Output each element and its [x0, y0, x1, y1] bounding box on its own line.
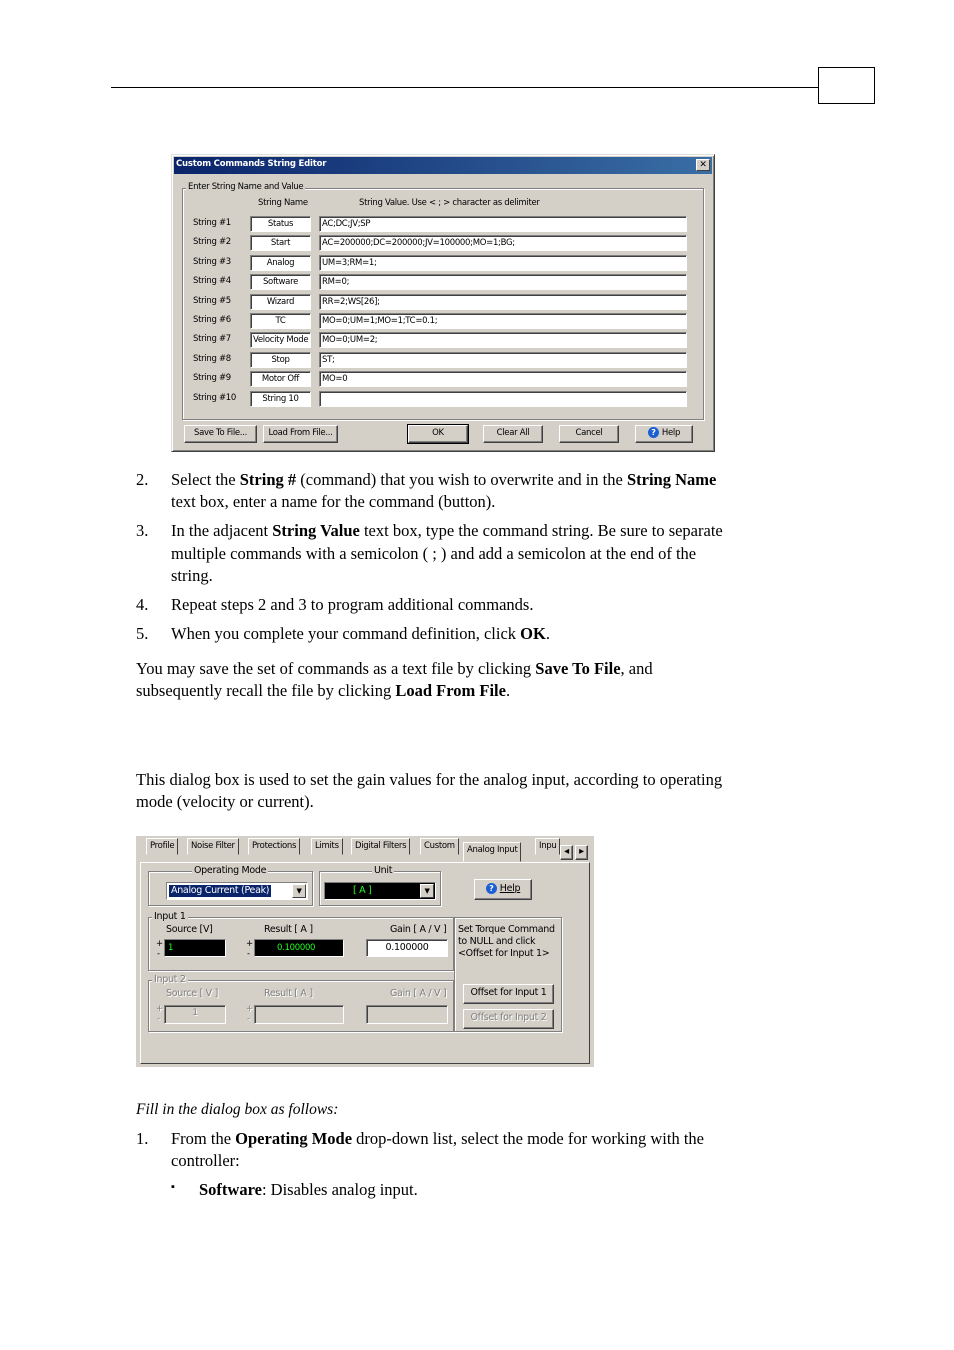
help-button[interactable]: [635, 425, 693, 443]
step-number: 3.: [136, 521, 149, 540]
load-from-file-button[interactable]: Load From File...: [263, 425, 338, 443]
operating-mode-label: Operating Mode: [194, 865, 267, 876]
custom-commands-dialog: [171, 154, 715, 452]
result-1-label: Result [ A ]: [264, 924, 313, 935]
help-icon: ?: [486, 883, 497, 894]
string-row-label: String #7: [193, 334, 231, 344]
close-icon[interactable]: ✕: [696, 159, 710, 171]
analog-input-dialog: [136, 836, 594, 1067]
ok-button[interactable]: OK: [408, 425, 468, 443]
tab-limits[interactable]: Limits: [311, 838, 343, 855]
minus-sign: -: [157, 949, 160, 959]
string-row-label: String #8: [193, 354, 231, 364]
unit-value: [ A ]: [353, 885, 372, 896]
help-label: Help: [499, 883, 521, 894]
column-header-name: String Name: [258, 198, 308, 208]
chevron-down-icon[interactable]: ▼: [420, 884, 434, 898]
tab-analog-input[interactable]: Analog Input: [463, 842, 521, 862]
help-icon: ?: [648, 427, 659, 438]
string-name-input[interactable]: Start: [250, 235, 311, 251]
unit-select[interactable]: [324, 882, 436, 900]
save-to-file-button[interactable]: Save To File...: [184, 425, 257, 443]
string-row-label: String #9: [193, 373, 231, 383]
help-button[interactable]: [474, 879, 532, 900]
step-3-line-2: multiple commands with a semicolon ( ; ) and add a semicolon at the end of the: [171, 544, 697, 563]
string-value-input[interactable]: MO=0: [319, 371, 687, 387]
source-2-field: 1: [164, 1005, 226, 1024]
string-row-label: String #3: [193, 257, 231, 267]
step-number: 1.: [136, 1129, 149, 1148]
plus-sign: +: [156, 1004, 163, 1014]
unit-label: Unit: [374, 865, 393, 876]
step-2-line-2: text box, enter a name for the command (button).: [171, 492, 496, 511]
string-value-input[interactable]: MO=0;UM=1;MO=1;TC=0.1;: [319, 313, 687, 329]
tab-custom[interactable]: Custom: [420, 838, 459, 855]
step-1-line-2: controller:: [171, 1151, 240, 1170]
page-number-box: [818, 67, 875, 104]
source-1-label: Source [V]: [166, 924, 213, 935]
dialog-title: Custom Commands String Editor: [176, 159, 327, 169]
tab-scroll-right-icon[interactable]: ▸: [575, 845, 588, 860]
minus-sign: -: [247, 949, 250, 959]
string-value-input[interactable]: AC;DC;JV;SP: [319, 216, 687, 232]
gain-1-label: Gain [ A / V ]: [390, 924, 447, 935]
string-name-input[interactable]: Wizard: [250, 294, 311, 310]
string-row-label: String #4: [193, 276, 231, 286]
step-3-line-1: In the adjacent String Value text box, type the command string. Be sure to separate: [171, 521, 723, 540]
result-1-field: 0.100000: [254, 939, 344, 957]
string-name-input[interactable]: String 10: [250, 391, 311, 407]
offset-input-2-button[interactable]: Offset for Input 2: [463, 1009, 554, 1029]
source-1-field: 1: [164, 939, 226, 957]
source-2-label: Source [ V ]: [166, 988, 218, 999]
group-label: Enter String Name and Value: [188, 182, 304, 192]
result-2-field: [254, 1005, 344, 1024]
minus-sign: -: [247, 1014, 250, 1024]
note-line-3: <Offset for Input 1>: [458, 948, 550, 959]
plus-sign: +: [156, 939, 163, 949]
cancel-button[interactable]: Cancel: [559, 425, 619, 443]
string-value-input[interactable]: [319, 391, 687, 407]
gain-2-input: [366, 1005, 448, 1024]
clear-all-button[interactable]: Clear All: [483, 425, 543, 443]
step-4-line-1: Repeat steps 2 and 3 to program additional commands.: [171, 595, 534, 614]
string-row-label: String #1: [193, 218, 231, 228]
step-1-line-1: From the Operating Mode drop-down list, select the mode for working with the: [171, 1129, 704, 1148]
operating-mode-select[interactable]: [166, 882, 308, 900]
input-2-label: Input 2: [154, 974, 186, 985]
minus-sign: -: [157, 1014, 160, 1024]
step-number: 2.: [136, 470, 149, 489]
intro-paragraph-line-1: This dialog box is used to set the gain values for the analog input, according to operating: [136, 770, 723, 789]
string-row-label: String #6: [193, 315, 231, 325]
string-value-input[interactable]: AC=200000;DC=200000;JV=100000;MO=1;BG;: [319, 235, 687, 251]
tab-scroll-left-icon[interactable]: ◂: [560, 845, 573, 860]
bullet-marker: ▪: [171, 1181, 175, 1193]
string-name-input[interactable]: Velocity Mode: [250, 332, 311, 348]
tab-noise-filter[interactable]: Noise Filter: [187, 838, 239, 855]
intro-paragraph-line-2: mode (velocity or current).: [136, 792, 314, 811]
string-row-label: String #5: [193, 296, 231, 306]
tab-input-partial[interactable]: Inpu: [535, 838, 560, 855]
gain-1-input[interactable]: 0.100000: [366, 939, 448, 957]
header-rule: [111, 87, 818, 88]
step-3-line-3: string.: [171, 566, 213, 585]
string-value-input[interactable]: MO=0;UM=2;: [319, 332, 687, 348]
string-value-input[interactable]: UM=3;RM=1;: [319, 255, 687, 271]
step-5-line-1: When you complete your command definition, click OK.: [171, 624, 550, 643]
step-number: 4.: [136, 595, 149, 614]
tab-profile[interactable]: Profile: [146, 838, 178, 855]
string-value-input[interactable]: RM=0;: [319, 274, 687, 290]
step-2-line-1: Select the String # (command) that you wish to overwrite and in the String Name: [171, 470, 717, 489]
column-header-value: String Value. Use < ; > character as delimiter: [359, 198, 540, 208]
help-label: Help: [661, 428, 681, 438]
operating-mode-value: Analog Current (Peak): [171, 885, 270, 896]
note-line-1: Set Torque Command: [458, 924, 555, 935]
offset-input-1-button[interactable]: Offset for Input 1: [463, 984, 554, 1004]
string-name-input[interactable]: Analog: [250, 255, 311, 271]
tab-digital-filters[interactable]: Digital Filters: [351, 838, 410, 855]
string-value-input[interactable]: RR=2;WS[26];: [319, 294, 687, 310]
save-paragraph-line-1: You may save the set of commands as a text file by clicking Save To File, and: [136, 659, 653, 678]
gain-2-label: Gain [ A / V ]: [390, 988, 447, 999]
dialog-titlebar: [174, 157, 712, 174]
step-number: 5.: [136, 624, 149, 643]
string-value-input[interactable]: ST;: [319, 352, 687, 368]
string-name-input[interactable]: Status: [250, 216, 311, 232]
bullet-software: Software: Disables analog input.: [199, 1180, 418, 1199]
string-name-input[interactable]: TC: [250, 313, 311, 329]
string-row-label: String #2: [193, 237, 231, 247]
note-line-2: to NULL and click: [458, 936, 536, 947]
input-1-label: Input 1: [154, 911, 186, 922]
tab-protections[interactable]: Protections: [248, 838, 300, 855]
string-name-input[interactable]: Software: [250, 274, 311, 290]
save-paragraph-line-2: subsequently recall the file by clicking Load From File.: [136, 681, 511, 700]
plus-sign: +: [246, 1004, 253, 1014]
result-2-label: Result [ A ]: [264, 988, 313, 999]
chevron-down-icon[interactable]: ▼: [292, 884, 306, 898]
string-row-label: String #10: [193, 393, 237, 403]
plus-sign: +: [246, 939, 253, 949]
string-name-input[interactable]: Motor Off: [250, 371, 311, 387]
string-name-input[interactable]: Stop: [250, 352, 311, 368]
fill-in-caption: Fill in the dialog box as follows:: [136, 1101, 339, 1118]
